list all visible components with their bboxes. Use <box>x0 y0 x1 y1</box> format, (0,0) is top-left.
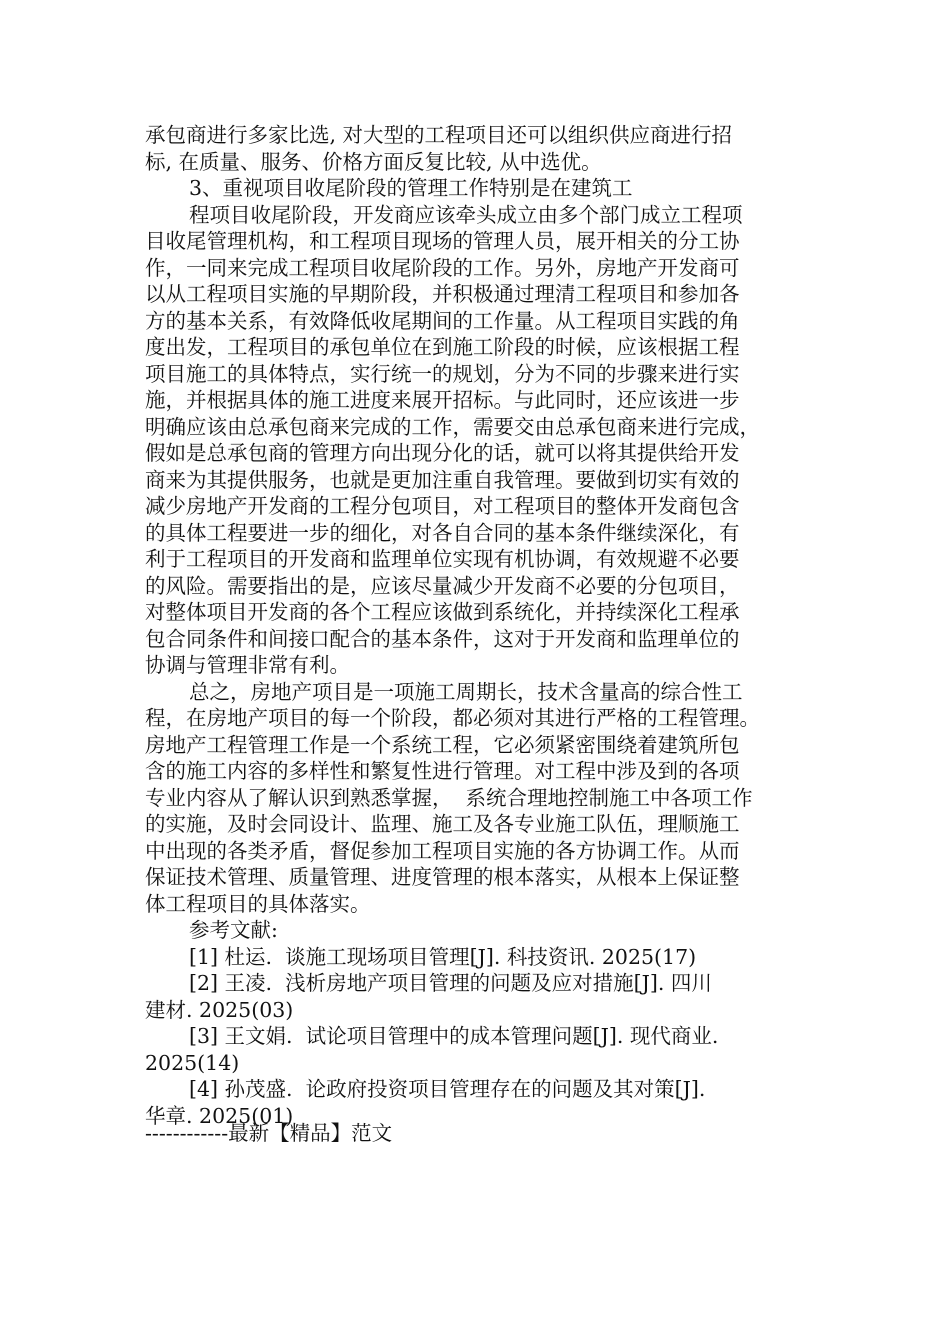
text-line: 含的施工内容的多样性和繁复性进行管理。对工程中涉及到的各项 <box>145 759 740 783</box>
text-line: 体工程项目的具体落实。 <box>145 891 371 916</box>
text-line: 假如是总承包商的管理方向出现分化的话，就可以将其提供给开发 <box>145 441 740 465</box>
text-line: 的风险。需要指出的是，应该尽量减少开发商不必要的分包项目， <box>145 573 740 598</box>
text-line: 程，在房地产项目的每一个阶段，都必须对其进行严格的工程管理。 <box>145 706 760 730</box>
text-line: 承包商进行多家比选, 对大型的工程项目还可以组织供应商进行招 <box>145 123 733 147</box>
reference-item: [4] 孙茂盛. 论政府投资项目管理存在的问题及其对策[J]. <box>189 1077 706 1101</box>
paragraph-start-line: 总之，房地产项目是一项施工周期长，技术含量高的综合性工 <box>189 679 743 704</box>
reference-item: [3] 王文娟. 试论项目管理中的成本管理问题[J]. 现代商业. <box>189 1024 719 1048</box>
text-line: 的实施，及时会同设计、监理、施工及各专业施工队伍，理顺施工 <box>145 812 740 836</box>
text-line: 目收尾管理机构，和工程项目现场的管理人员，展开相关的分工协 <box>145 229 740 253</box>
reference-item: [1] 杜运. 谈施工现场项目管理[J]. 科技资讯. 2025(17) <box>189 944 697 969</box>
text-line: 施，并根据具体的施工进度来展开招标。与此同时，还应该进一步 <box>145 388 740 412</box>
text-line: 度出发，工程项目的承包单位在到施工阶段的时候，应该根据工程 <box>145 335 740 359</box>
text-line: 协调与管理非常有利。 <box>145 653 350 677</box>
text-line: 的具体工程要进一步的细化，对各自合同的基本条件继续深化，有 <box>145 520 740 545</box>
text-line: 专业内容从了解认识到熟悉掌握， 系统合理地控制施工中各项工作 <box>145 785 753 810</box>
text-line: 标, 在质量、服务、价格方面反复比较, 从中选优。 <box>145 149 602 174</box>
reference-item: [2] 王凌. 浅析房地产项目管理的问题及应对措施[J]. 四川 <box>189 971 712 995</box>
text-line: 商来为其提供服务，也就是更加注重自我管理。要做到切实有效的 <box>145 467 740 492</box>
text-line: 减少房地产开发商的工程分包项目，对工程项目的整体开发商包含 <box>145 494 740 518</box>
text-line: 包合同条件和间接口配合的基本条件，这对于开发商和监理单位的 <box>145 626 740 651</box>
text-line: 明确应该由总承包商来完成的工作，需要交由总承包商来进行完成， <box>145 414 760 439</box>
text-line: 中出现的各类矛盾，督促参加工程项目实施的各方协调工作。从而 <box>145 838 740 863</box>
text-line: 利于工程项目的开发商和监理单位实现有机协调，有效规避不必要 <box>145 547 740 571</box>
references-heading: 参考文献: <box>189 918 278 942</box>
footer-banner: ------------最新【精品】范文 <box>145 1121 393 1145</box>
text-line: 项目施工的具体特点，实行统一的规划，分为不同的步骤来进行实 <box>145 361 740 386</box>
text-line: 作，一同来完成工程项目收尾阶段的工作。另外，房地产开发商可 <box>145 255 740 280</box>
paragraph-start-line: 程项目收尾阶段，开发商应该牵头成立由多个部门成立工程项 <box>189 202 743 227</box>
reference-item-continued: 2025(14) <box>145 1050 240 1075</box>
text-line: 以从工程项目实施的早期阶段，并积极通过理清工程项目和参加各 <box>145 282 740 306</box>
text-line: 保证技术管理、质量管理、进度管理的根本落实，从根本上保证整 <box>145 865 740 889</box>
text-line: 房地产工程管理工作是一个系统工程，它必须紧密围绕着建筑所包 <box>145 732 740 757</box>
reference-item-continued: 华章. 2025(01) <box>145 1103 294 1128</box>
body-text <box>145 122 815 1129</box>
text-line: 对整体项目开发商的各个工程应该做到系统化，并持续深化工程承 <box>145 600 740 624</box>
text-line: 方的基本关系，有效降低收尾期间的工作量。从工程项目实践的角 <box>145 308 740 333</box>
reference-item-continued: 建材. 2025(03) <box>145 997 294 1022</box>
section-heading: 3、重视项目收尾阶段的管理工作特别是在建筑工 <box>189 176 633 200</box>
